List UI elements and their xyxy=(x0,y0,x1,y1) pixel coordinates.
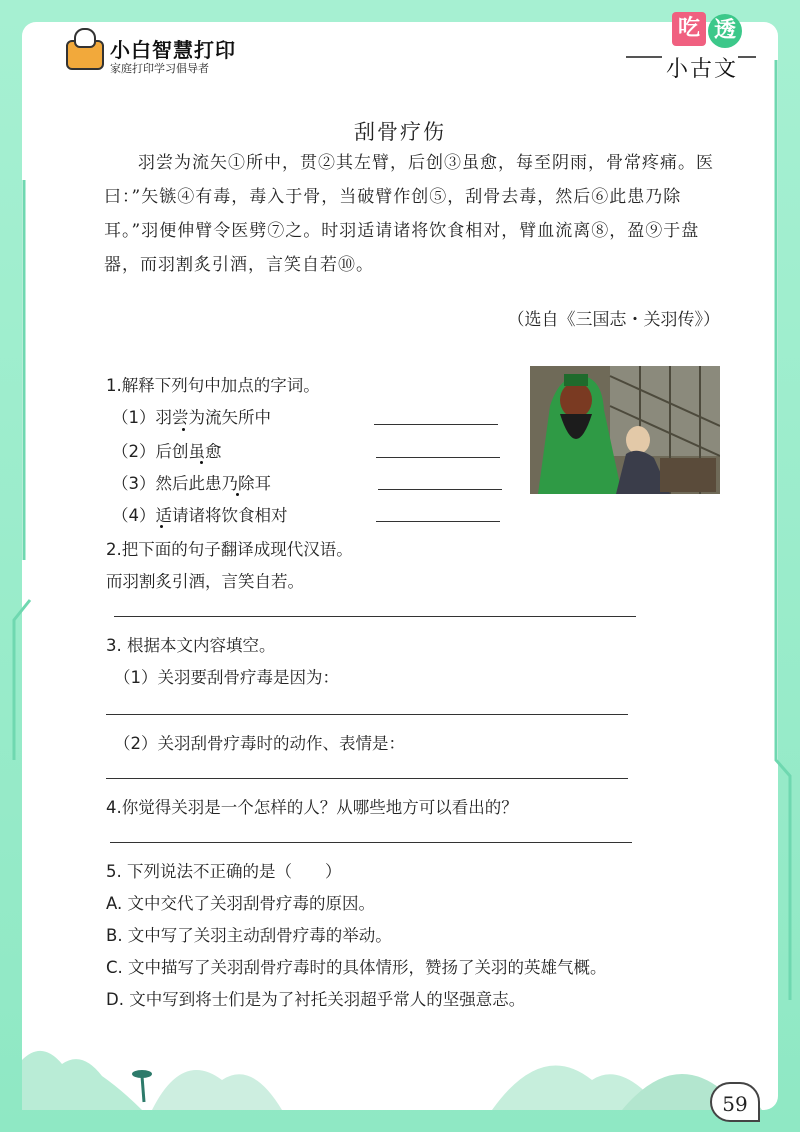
brand-char-1: 吃 xyxy=(672,12,706,46)
q4-answer-line[interactable] xyxy=(110,842,632,843)
q3-sub-2: （2）关羽刮骨疗毒时的动作、表情是： xyxy=(114,734,405,753)
article-title: 刮骨疗伤 xyxy=(354,120,446,144)
q4-prompt: 4.你觉得关羽是一个怎样的人？从哪些地方可以看出的？ xyxy=(106,798,518,817)
app-logo xyxy=(66,28,246,76)
brand-divider-left xyxy=(626,56,662,58)
article-body: 羽尝为流矢①所中，贯②其左臂，后创③虽愈，每至阴雨，骨常疼痛。医曰：”矢镞④有毒，毒入于骨，当破臂作创⑤，刮骨去毒，然后⑥此患乃除耳。”羽便伸臂令医劈⑦之。时羽适请诸将饮食相对，臂血流离⑧，盈⑨于盘器，而羽割炙引酒，言笑自若⑩。 xyxy=(104,153,714,275)
page-number: 59 xyxy=(710,1082,760,1122)
q5-option-d[interactable]: D. 文中写到将士们是为了衬托关羽超乎常人的坚强意志。 xyxy=(106,990,526,1009)
q3-sub-1: （1）关羽要刮骨疗毒是因为： xyxy=(114,668,339,687)
q1-item-4: （4）适请诸将饮食相对 xyxy=(112,506,288,525)
q5-option-b[interactable]: B. 文中写了关羽主动刮骨疗毒的举动。 xyxy=(106,926,392,945)
brand-subtitle: 小古文 xyxy=(666,57,739,82)
series-brand xyxy=(626,12,756,82)
logo-title: 小白智慧打印 xyxy=(110,38,236,62)
emphasis-dot xyxy=(160,525,163,528)
q2-sentence: 而羽割炙引酒，言笑自若。 xyxy=(106,572,304,591)
q1-answer-line-4[interactable] xyxy=(376,521,500,522)
logo-subtitle: 家庭打印学习倡导者 xyxy=(110,62,209,75)
guan-yu-illustration xyxy=(530,366,720,494)
article-source: （选自《三国志・关羽传》） xyxy=(507,310,720,330)
q1-answer-line-3[interactable] xyxy=(378,489,502,490)
emphasis-dot xyxy=(236,493,239,496)
brand-char-2: 透 xyxy=(708,14,742,48)
q1-item-3: （3）然后此患乃除耳 xyxy=(112,474,271,493)
brand-divider-right xyxy=(738,56,756,58)
q1-answer-line-2[interactable] xyxy=(376,457,500,458)
q5-prompt: 5. 下列说法不正确的是（ ） xyxy=(106,862,342,881)
q5-option-c[interactable]: C. 文中描写了关羽刮骨疗毒时的具体情形，赞扬了关羽的英雄气概。 xyxy=(106,958,607,977)
q1-prompt: 1.解释下列句中加点的字词。 xyxy=(106,376,320,395)
q3-answer-line-2[interactable] xyxy=(106,778,628,779)
q1-item-2: （2）后创虽愈 xyxy=(112,442,222,461)
q1-answer-line-1[interactable] xyxy=(374,424,498,425)
mountain-decoration xyxy=(22,1020,778,1110)
q3-prompt: 3. 根据本文内容填空。 xyxy=(106,636,276,655)
q2-answer-line[interactable] xyxy=(114,616,636,617)
q1-item-1: （1）羽尝为流矢所中 xyxy=(112,408,271,427)
logo-mascot-icon xyxy=(74,28,96,48)
q2-prompt: 2.把下面的句子翻译成现代汉语。 xyxy=(106,540,353,559)
emphasis-dot xyxy=(182,428,185,431)
q3-answer-line-1[interactable] xyxy=(106,714,628,715)
emphasis-dot xyxy=(200,461,203,464)
q5-option-a[interactable]: A. 文中交代了关羽刮骨疗毒的原因。 xyxy=(106,894,375,913)
